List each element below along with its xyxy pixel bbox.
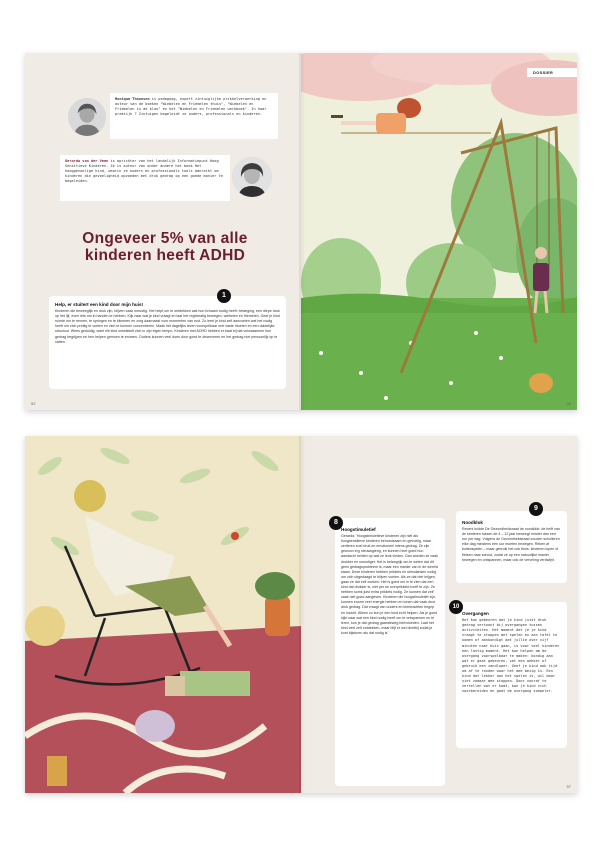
- box-title: Help, er stuitert een kind door mijn huis!: [55, 302, 144, 307]
- box-text: Gerarda: 'Hoogstimuletieve kinderen zijn niet als hoogsensitieve kinderen behoedzaam en gevoelig, maar verlieren snel druk en emotioneel intens gedrag. Ze zijn gewoon erg nieuwsgierig, en kunnen heel goed hun aandacht richten op wat ze leuk vinden. Dan worden ze vaak drukker en onrustiger. Het is belangrijk om te weten dat dit geen gedragsprobleem is, maar een manier van in de wereld staan. Deze kinderen hebben prikkels en stimulansen nodig om zich uitgedaagd te blijven voelen. Als ze dat niet krijgen, gaan ze dat zelf zoeken. Het is goed om in te zien dat een kind dat drukker is, niet per se overprikkeld hoeft te zijn. Ze hebben soms juist extra prikkels nodig. Ze kunnen dat zelf vaak niet goed aangeven. Kinderen die hoogstimuletief zijn, kunnen enorm veel energie hebben en tonen dat vaak door druk gedrag. Dat vraagt van ouders en leerkrachten begrip en inzicht. Alleen zo kun je een kind echt helpen. Als je goed kijkt naar wat een kind nodig heeft om te ontspannen en te leren, kun je dat gedrag gaandeweg beïnvloeden. Laat het kind veel zelf ontdekken, maar blijf er wel dichtbij zodat je kunt bijsturen als dat nodig is.': [341, 534, 438, 635]
- rocking-chair-illustration: [25, 436, 301, 793]
- number-badge-9: 9: [529, 502, 543, 516]
- box-text: Het kan gebeuren dat je kind juist druk gedrag vertoont bij overgangen tussen activiteiten. Het moment dat je je kind vraagt te stoppen met spelen en aan tafel te komen of aankondigt dat jullie over vijf minuten naar huis gaan, is voor veel kinderen een lastig moment. Het kan helpen om de overgang voorspelbaar te maken: kondig aan wat er gaat gebeuren, zet een wekker of gebruik een zandloper. Geef je kind ook tijd om af te ronden waar het mee bezig is. Een kind dat lekker aan het spelen is, wil daar niet zomaar mee stoppen. Door vooraf te vertellen wat er komt, kan je kind zich voorbereiden en gaat de overgang soepeler.: [462, 618, 560, 694]
- page-right-97: [301, 436, 577, 793]
- bio-card-gerarda: [60, 155, 230, 201]
- info-box-1: [49, 296, 286, 389]
- magazine-spread-bottom: [25, 436, 577, 793]
- number-badge-1: 1: [217, 289, 231, 303]
- page-left-96: [25, 436, 301, 793]
- portrait-photo: [232, 157, 272, 197]
- bio-name: Gerarda van der Veen: [65, 159, 109, 163]
- page-number-right: 97: [566, 784, 571, 789]
- page-right-93: [301, 53, 577, 410]
- magazine-spread-top: [25, 53, 577, 410]
- box-title: Noodklok: [462, 520, 483, 525]
- info-box-9: [456, 511, 567, 583]
- gutter-shadow: [299, 436, 305, 793]
- page-number-right: 93: [566, 401, 571, 406]
- bio-text: is pedagoog, expert zintuiglijke prikkelverwerking en auteur van de boeken "Wiebelen en Friemelen thuis", "Wiebelen en Friemelen in de klas" en het "Wiebelen en Friemelen werkboek". In haar praktijk 7 Zintuigen begeleidt ze ouders, professionals en kinderen.: [115, 97, 267, 116]
- bio-text: is oprichter van het landelijk Informatiepunt Hoog Sensitieve Kinderen. Ze is auteur van onder andere het boek Het hooggevoelige kind, waarin ze ouders en professionals tools aanreikt om kinderen die gevoeligheid opvoeden met druk gedrag op een goede manier te begeleiden.: [65, 159, 223, 183]
- portrait-monique: [68, 98, 106, 136]
- page-left-92: [25, 53, 301, 410]
- box-text: Kinderen die beweeglijk en druk zijn, blijven vaak onrustig. Het helpt om te ontdekken wat hun lichaam nodig heeft: beweging, een diepe druk op het lijf, even iets om in handen te hebben. Kijk naar wat je kind vraagt en laat het regelmatig bewegen, wiebelen en friemelen. Geef je kind ruimte om te rennen, te springen en te klimmen en zorg daarnaast voor momenten van rust. Zo leert je kind zelf aanvoelen wat het nodig heeft om zich prettig te voelen en zich te kunnen concentreren. Maak het dagelijks leven voorspelbaar met vaste rituelen en een duidelijke structuur. Wees geduldig, want elk kind ontwikkelt zich in zijn eigen tempo. Kinderen met ADHD hebben er baat bij dat volwassenen hun gedrag begrijpen en hen helpen grenzen te ervaren. Ouders kunnen veel doen door goed te observeren en het gedrag niet persoonlijk op te vatten.: [55, 309, 280, 344]
- info-box-10: [456, 602, 567, 748]
- number-badge-10: 10: [449, 600, 463, 614]
- box-text: Recent luidde De Gezondheidsraad de noodklok: de helft van de kinderen tussen de 4 – 12 jaar beweegt minder dan een uur per dag. Volgens de Gezondheidsraad zouden scholieren elke dag minstens een uur moeten bewegen. Reken af buitenspelen – maar gebruik het ook thuis: kinderen lopen of fietsen naar school, zodat ze op een natuurlijke manier bewegen en ontspannen, maar ook de verveling verdwijnt.: [462, 527, 560, 562]
- number-badge-8: 8: [329, 516, 343, 530]
- page-number-left: 92: [31, 401, 36, 406]
- portrait-gerarda: [232, 157, 272, 197]
- box-title: Overgangen: [462, 611, 489, 616]
- bio-card-monique: [110, 93, 278, 139]
- box-title: Hoogstimuletief: [341, 527, 376, 532]
- dossier-tag: DOSSIER: [527, 68, 577, 77]
- gutter-shadow: [299, 53, 305, 410]
- info-box-8: [335, 518, 445, 786]
- swing-illustration: [301, 53, 577, 410]
- headline: Ongeveer 5% van alle kinderen heeft ADHD: [82, 230, 248, 264]
- bio-name: Monique Thoonsen: [115, 97, 150, 101]
- portrait-photo: [68, 98, 106, 136]
